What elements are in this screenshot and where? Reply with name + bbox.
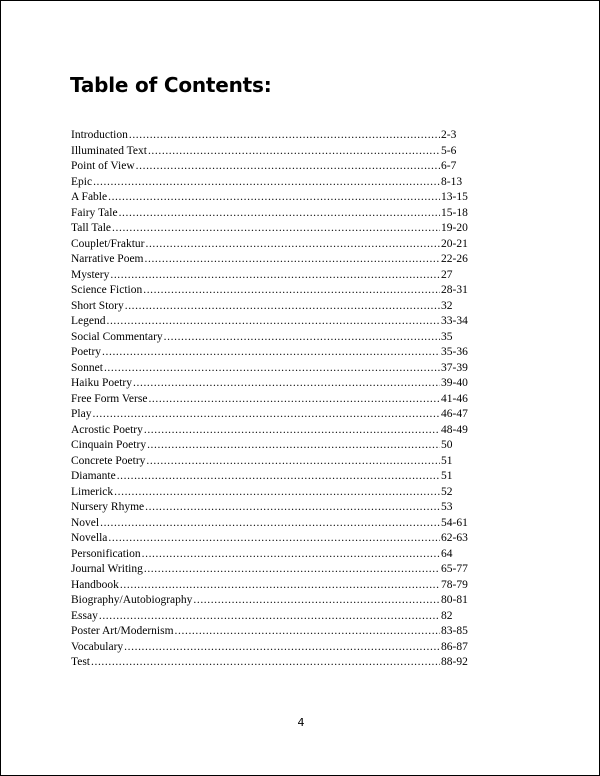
dot-leader: [117, 469, 440, 485]
toc-entry-label: Sonnet: [71, 361, 103, 374]
toc-entry-pages: 53: [441, 501, 453, 513]
toc-entry-pages: 27: [441, 268, 453, 281]
dot-leader: [148, 392, 440, 408]
toc-entry: [71, 392, 481, 408]
toc-entry-label: Short Story: [71, 299, 124, 312]
toc-entry: [71, 330, 481, 346]
toc-entry-label: Epic: [71, 175, 93, 188]
toc-entry-pages: 35-36: [441, 346, 468, 358]
dot-leader: [142, 547, 440, 563]
toc-entry: [71, 268, 481, 284]
toc-entry: [71, 407, 481, 423]
dot-leader: [147, 438, 440, 454]
toc-entry: [71, 345, 481, 361]
toc-entry: [71, 469, 481, 485]
dot-leader: [92, 407, 440, 423]
toc-entry-pages: 41-46: [441, 392, 468, 405]
toc-entry-label: Poetry: [71, 346, 102, 358]
dot-leader: [145, 237, 440, 253]
toc-entry-pages: 62-63: [441, 532, 468, 544]
toc-entry-label: Novella: [71, 532, 108, 544]
toc-entry-label: Biography/Autobiography: [71, 594, 193, 606]
toc-entry-label: Illuminated Text: [71, 144, 147, 157]
dot-leader: [193, 593, 440, 609]
dot-leader: [125, 299, 440, 315]
toc-entry-pages: 35: [441, 330, 453, 343]
dot-leader: [144, 562, 440, 578]
dot-leader: [164, 330, 440, 346]
toc-entry-pages: 86-87: [441, 640, 468, 653]
toc-entry: [71, 454, 481, 470]
toc-entry-pages: 88-92: [441, 656, 468, 668]
dot-leader: [145, 252, 441, 268]
toc-entry: [71, 609, 481, 625]
toc-entry-label: Limerick: [71, 485, 114, 498]
toc-entry-pages: 13-15: [441, 191, 468, 203]
toc-entry-label: Play: [71, 408, 92, 420]
toc-entry: [71, 640, 481, 656]
dot-leader: [175, 624, 440, 640]
toc-entry-pages: 52: [441, 485, 453, 498]
toc-entry: [71, 283, 481, 299]
toc-entry-pages: 2-3: [441, 129, 457, 141]
dot-leader: [136, 159, 440, 175]
toc-entry-pages: 51: [441, 454, 453, 467]
dot-leader: [119, 206, 440, 222]
toc-entry-label: Poster Art/Modernism: [71, 625, 174, 637]
toc-entry-label: Personification: [71, 547, 141, 560]
dot-leader: [102, 345, 440, 361]
toc-entry-label: Handbook: [71, 578, 119, 591]
toc-entry-label: Essay: [71, 609, 98, 622]
toc-entry-pages: 50: [441, 439, 453, 451]
dot-leader: [104, 361, 440, 377]
toc-entry-pages: 37-39: [441, 361, 468, 374]
toc-entry: [71, 376, 481, 392]
dot-leader: [144, 423, 440, 439]
toc-entry-label: Couplet/Fraktur: [71, 237, 145, 250]
toc-entry: [71, 190, 481, 206]
dot-leader: [146, 454, 440, 470]
toc-entry-pages: 33-34: [441, 315, 468, 327]
toc-entry-label: Tall Tale: [71, 222, 112, 234]
toc-entry-label: Acrostic Poetry: [71, 423, 143, 436]
toc-entry-label: Free Form Verse: [71, 392, 148, 405]
toc-entry: [71, 547, 481, 563]
toc-entry-pages: 22-26: [441, 253, 468, 265]
toc-entry: [71, 314, 481, 330]
toc-entry-pages: 83-85: [441, 625, 468, 637]
toc-entry-label: Science Fiction: [71, 284, 143, 296]
toc-entry-label: Cinquain Poetry: [71, 439, 147, 451]
toc-entry-label: Test: [71, 656, 90, 668]
toc-entry: [71, 252, 481, 268]
toc-entry-pages: 78-79: [441, 578, 468, 591]
dot-leader: [110, 268, 440, 284]
toc-entry-pages: 46-47: [441, 408, 468, 420]
dot-leader: [106, 314, 440, 330]
toc-entry-label: Haiku Poetry: [71, 377, 133, 389]
toc-entry: [71, 221, 481, 237]
dot-leader: [133, 376, 440, 392]
toc-entry-label: Point of View: [71, 160, 135, 172]
dot-leader: [112, 221, 440, 237]
toc-entry-label: Journal Writing: [71, 563, 143, 575]
dot-leader: [99, 609, 440, 625]
dot-leader: [148, 144, 440, 160]
dot-leader: [108, 190, 440, 206]
toc-entry: [71, 655, 481, 671]
toc-entry-label: Mystery: [71, 268, 110, 281]
toc-entry: [71, 578, 481, 594]
toc-entry-pages: 51: [441, 470, 453, 482]
toc-entry-pages: 65-77: [441, 563, 468, 575]
toc-entry-pages: 82: [441, 609, 453, 622]
toc-entry: [71, 624, 481, 640]
toc-entry-label: Social Commentary: [71, 330, 163, 343]
dot-leader: [129, 128, 440, 144]
dot-leader: [145, 500, 440, 516]
toc-entry: [71, 531, 481, 547]
toc-entry: [71, 299, 481, 315]
toc-entry: [71, 485, 481, 501]
toc-entry-pages: 15-18: [441, 206, 468, 219]
toc-entry: [71, 516, 481, 532]
toc-entry: [71, 144, 481, 160]
toc-entry-pages: 20-21: [441, 237, 468, 250]
dot-leader: [100, 516, 440, 532]
toc-entry-label: Legend: [71, 315, 106, 327]
toc-entry-label: Introduction: [71, 129, 128, 141]
toc-entry-pages: 28-31: [441, 284, 468, 296]
toc-entry-pages: 8-13: [441, 175, 463, 188]
toc-entry: [71, 128, 481, 144]
dot-leader: [91, 655, 440, 671]
toc-entry: [71, 206, 481, 222]
dot-leader: [120, 578, 440, 594]
toc-entry-pages: 48-49: [441, 423, 468, 436]
toc-entry: [71, 593, 481, 609]
toc-entry-pages: 64: [441, 547, 453, 560]
toc-entry-label: Fairy Tale: [71, 206, 118, 219]
toc-entry-label: Nursery Rhyme: [71, 501, 145, 513]
toc-entry: [71, 500, 481, 516]
toc-entry-label: Vocabulary: [71, 640, 124, 653]
toc-entry: [71, 562, 481, 578]
toc-entry: [71, 438, 481, 454]
toc-entry-label: Novel: [71, 516, 100, 529]
dot-leader: [143, 283, 440, 299]
toc-title: Table of Contents:: [70, 73, 272, 97]
toc-entry: [71, 423, 481, 439]
toc-entry-label: Diamante: [71, 470, 116, 482]
toc-entry-pages: 19-20: [441, 222, 468, 234]
dot-leader: [108, 531, 440, 547]
page-number: 4: [297, 716, 305, 729]
dot-leader: [124, 640, 440, 656]
toc-entry: [71, 361, 481, 377]
toc-entry: [71, 159, 481, 175]
toc-entry-pages: 5-6: [441, 144, 457, 157]
toc-entry: [71, 237, 481, 253]
toc-list: [71, 128, 481, 671]
toc-entry-label: A Fable: [71, 191, 108, 203]
toc-entry-pages: 6-7: [441, 160, 457, 172]
dot-leader: [93, 175, 440, 191]
toc-entry-pages: 80-81: [441, 594, 468, 606]
toc-entry-label: Concrete Poetry: [71, 454, 146, 467]
toc-entry-label: Narrative Poem: [71, 253, 144, 265]
toc-entry: [71, 175, 481, 191]
dot-leader: [114, 485, 440, 501]
toc-entry-pages: 32: [441, 299, 453, 312]
toc-entry-pages: 54-61: [441, 516, 468, 529]
toc-entry-pages: 39-40: [441, 377, 468, 389]
